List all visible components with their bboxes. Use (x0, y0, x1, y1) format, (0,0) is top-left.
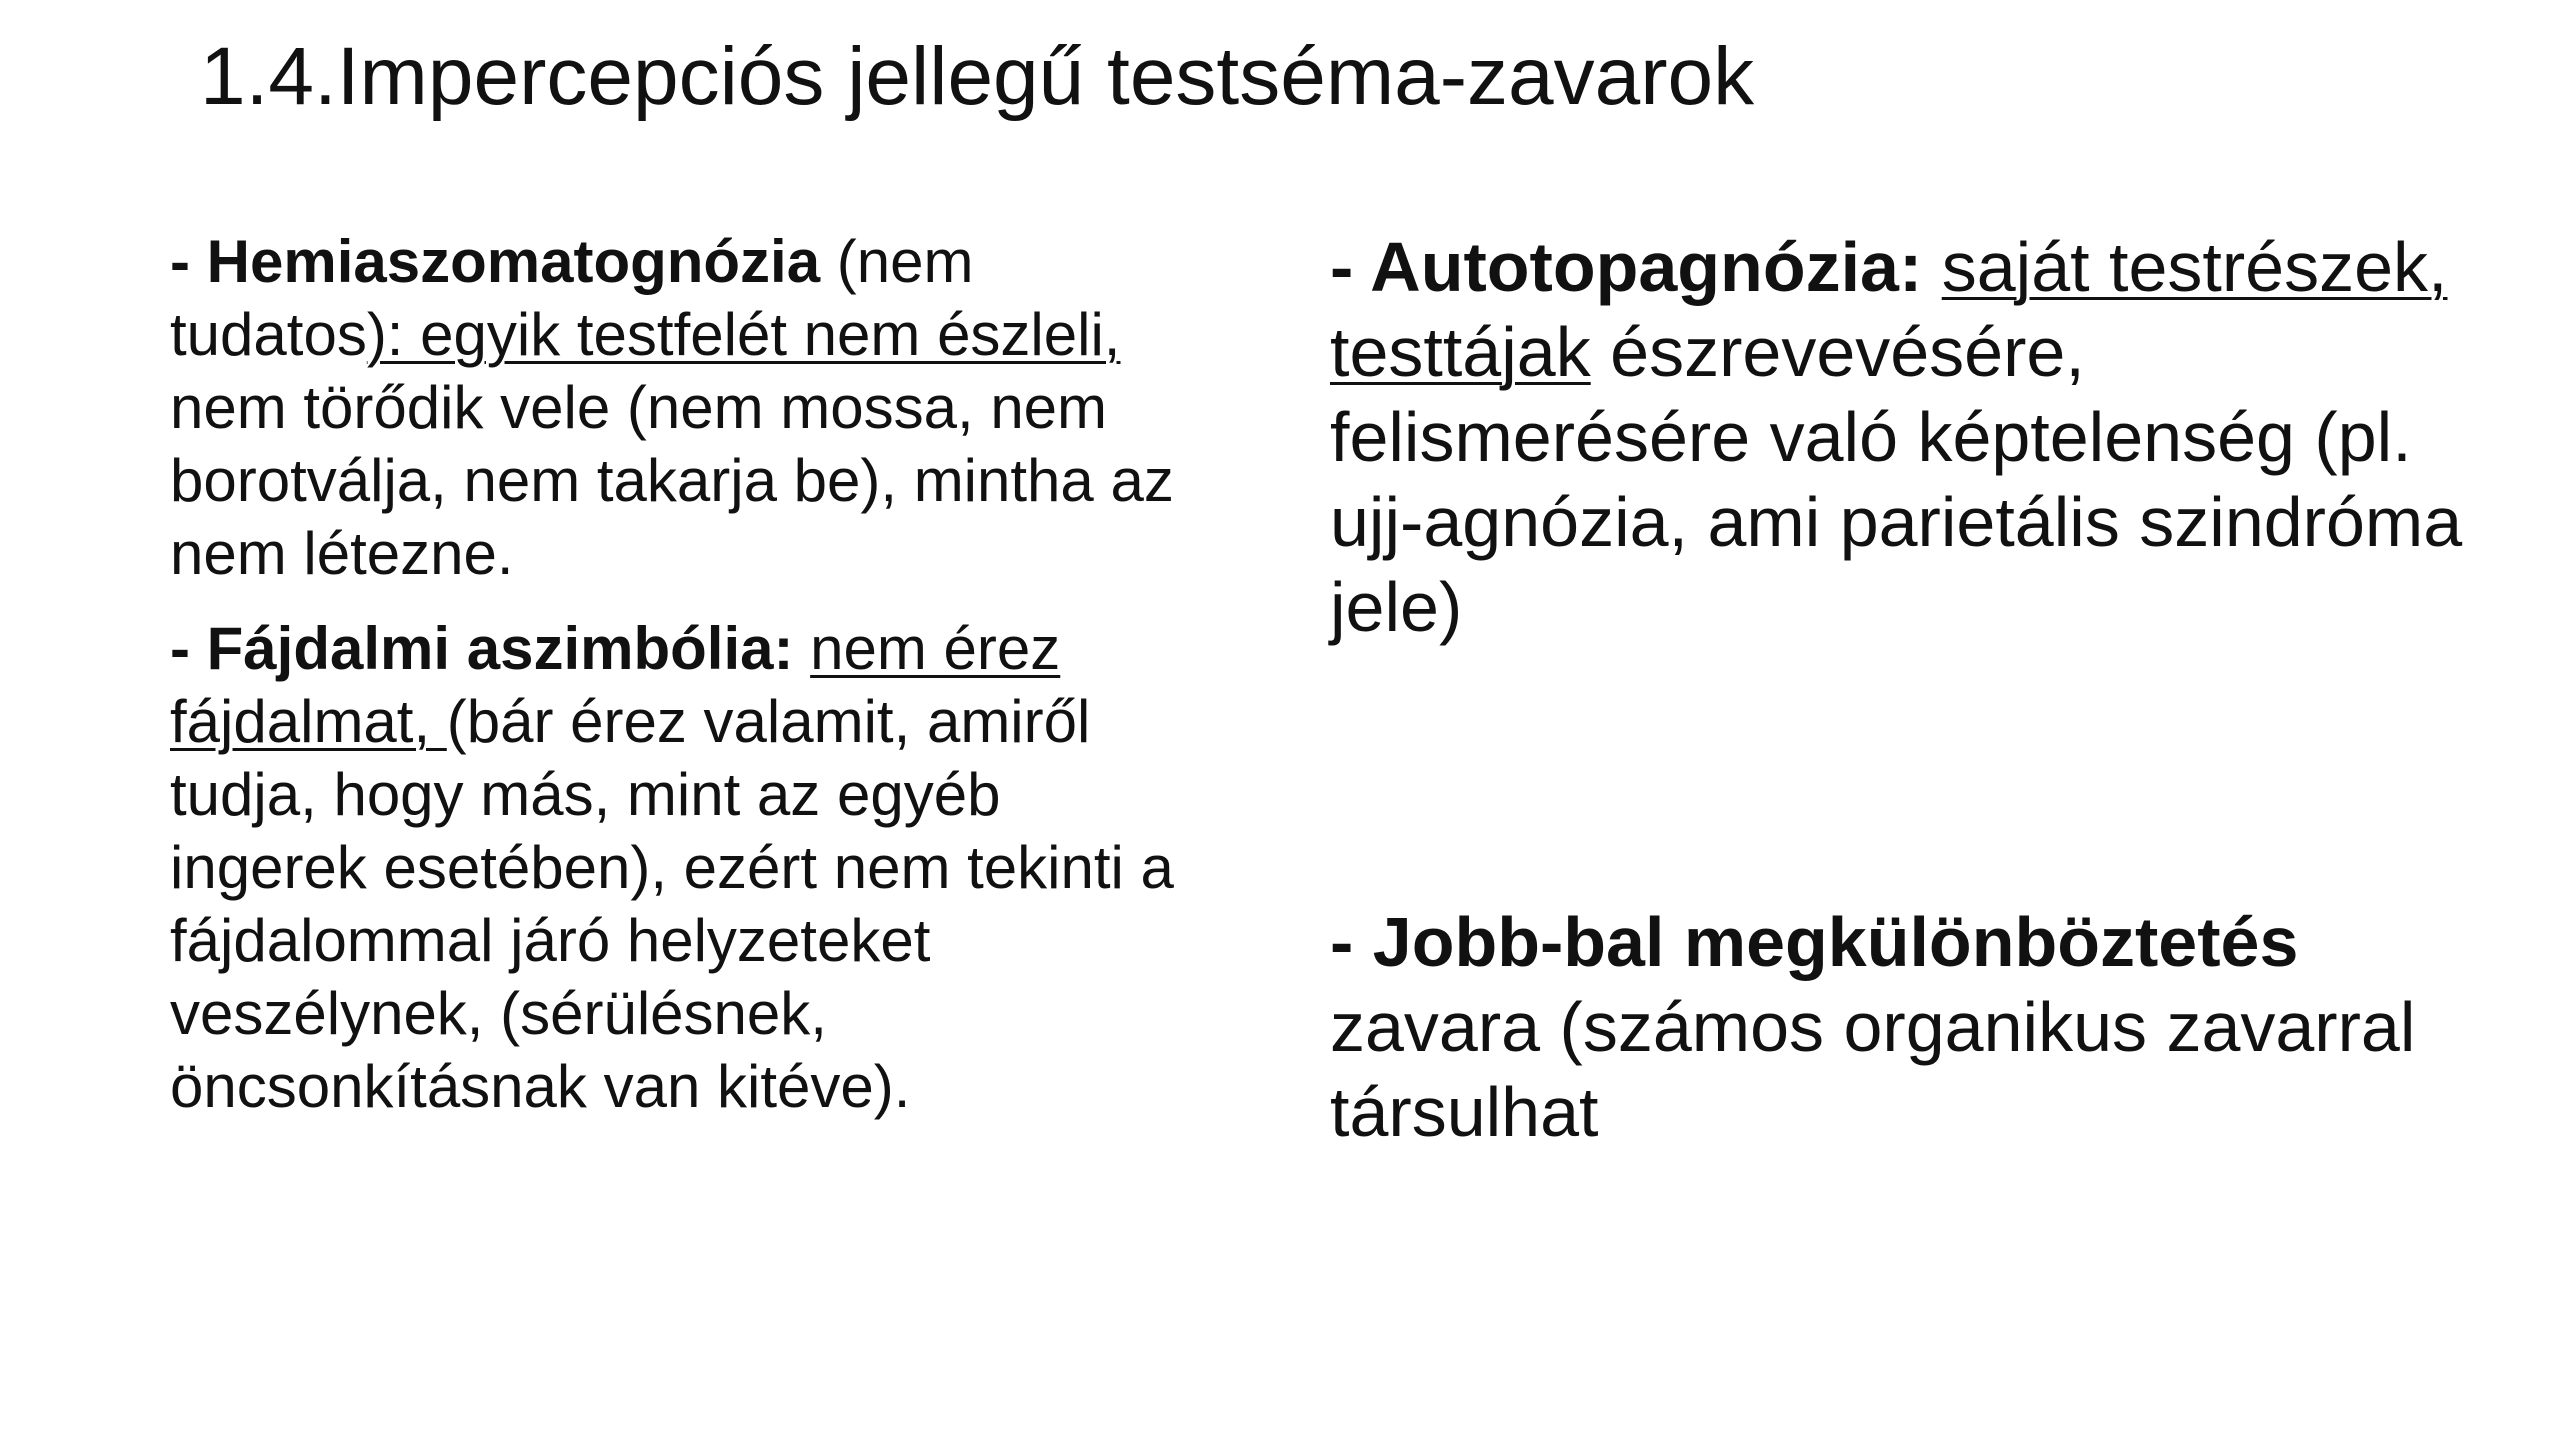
fajdalmi-text-2: (bár érez valamit, amiről tudja, hogy más, mint az egyéb ingerek esetében), ezért nem tekinti a fájdalommal járó helyzeteket veszélynek, (sérülésnek, öncsonkításnak van kitéve). (170, 688, 1174, 1120)
term-fajdalmi-aszimbolia: - Fájdalmi aszimbólia: (170, 615, 794, 682)
term-jobb-bal: - Jobb-bal megkülönböztetés (1330, 903, 2299, 981)
autotopagnozia-text-2: észrevevésére, felismerésére való képtelenség (pl. ujj-agnózia, ami parietális szindróma jele) (1330, 313, 2463, 646)
bullet-fajdalmi-aszimbolia (170, 612, 1190, 1123)
bullet-jobb-bal (1330, 900, 2480, 1155)
fajdalmi-underlined: nem érez fájdalmat, (170, 615, 1061, 755)
autotopagnozia-text-1 (1922, 228, 1941, 306)
slide-title: 1.4.Impercepciós jellegű testséma-zavarok (200, 31, 1755, 122)
hemi-text-2: nem törődik vele (nem mossa, nem borotválja, nem takarja be), mintha az nem létezne. (170, 374, 1174, 587)
bullet-hemiaszomatognozia (170, 225, 1190, 590)
autotopagnozia-underlined: saját testrészek, testtájak (1330, 228, 2448, 391)
fajdalmi-text-1 (793, 615, 810, 682)
hemi-text-1: (nem tudatos (170, 228, 974, 368)
right-column (1330, 225, 2480, 1155)
term-autotopagnozia: - Autotopagnózia: (1330, 228, 1923, 306)
jobbbal-text-1: zavara (számos organikus zavarral társulhat (1330, 988, 2416, 1151)
term-hemiaszomatognozia: - Hemiaszomatognózia (170, 228, 821, 295)
left-column (170, 225, 1190, 1123)
bullet-autotopagnozia (1330, 225, 2480, 650)
hemi-underlined: ): egyik testfelét nem észleli, (366, 301, 1121, 368)
